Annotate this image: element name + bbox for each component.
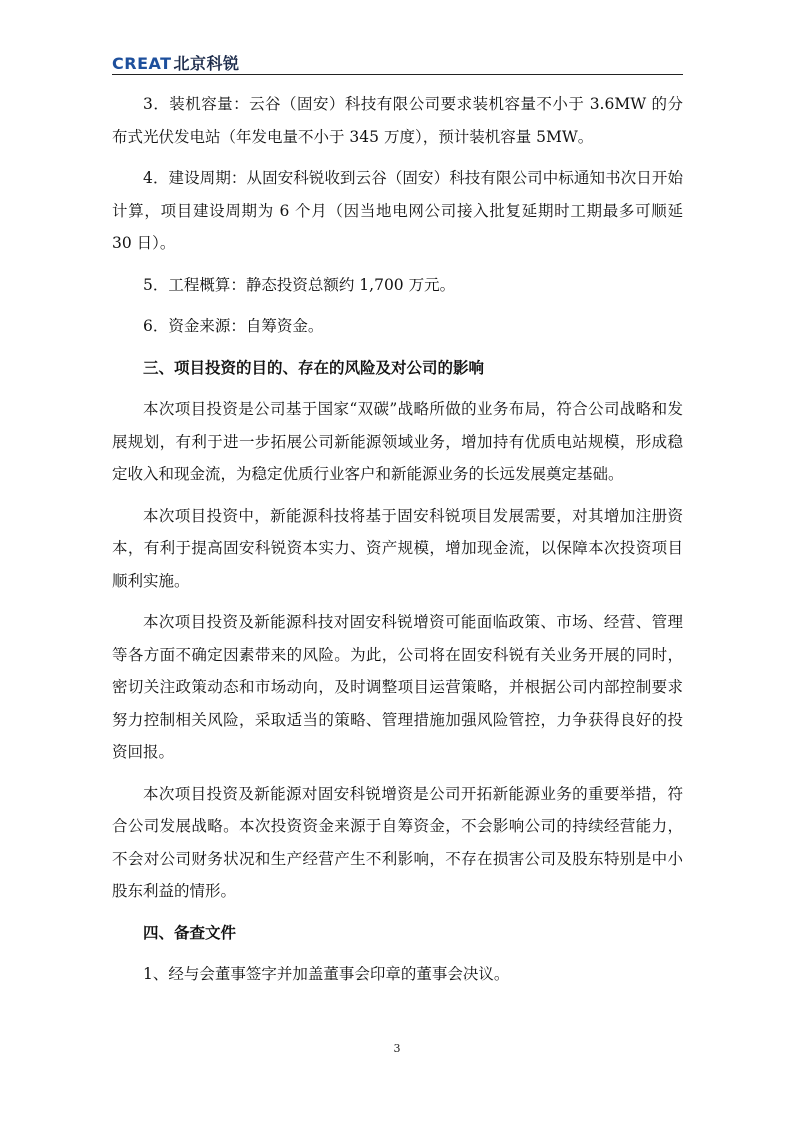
logo-en: CREAT (112, 54, 172, 73)
item-installed-capacity: 3．装机容量：云谷（固安）科技有限公司要求装机容量不小于 3.6MW 的分布式光伏发电站（年发电量不小于 345 万度），预计装机容量 5MW。 (112, 95, 683, 146)
page-number: 3 (393, 1042, 401, 1055)
header-divider (112, 74, 683, 75)
paragraph-impact: 本次项目投资及新能源对固安科锐增资是公司开拓新能源业务的重要举措，符合公司发展战略。本次投资资金来源于自筹资金，不会影响公司的持续经营能力，不会对公司财务状况和生产经营产生不利影响，不存在损害公司及股东特别是中小股东利益的情形。 (112, 784, 683, 900)
company-logo (112, 54, 240, 74)
item-budget: 5．工程概算：静态投资总额约 1,700 万元。 (143, 275, 456, 294)
item-construction-period: 4．建设周期：从固安科锐收到云谷（固安）科技有限公司中标通知书次日开始计算，项目建设周期为 6 个月（因当地电网公司接入批复延期时工期最多可顺延 30 日）。 (112, 169, 683, 252)
logo-cn: 北京科锐 (173, 54, 240, 73)
page-header (112, 54, 683, 74)
paragraph-capital-increase: 本次项目投资中，新能源科技将基于固安科锐项目发展需要，对其增加注册资本，有利于提高固安科锐资本实力、资产规模，增加现金流，以保障本次投资项目顺利实施。 (112, 506, 683, 590)
item-board-resolution: 1、经与会董事签字并加盖董事会印章的董事会决议。 (143, 965, 510, 983)
section-heading-4: 四、备查文件 (143, 923, 237, 942)
paragraph-risks: 本次项目投资及新能源科技对固安科锐增资可能面临政策、市场、经营、管理等各方面不确定因素带来的风险。为此，公司将在固安科锐有关业务开展的同时，密切关注政策动态和市场动向，及时调整项目运营策略，并根据公司内部控制要求努力控制相关风险，采取适当的策略、管理措施加强风险管控，力争获得良好的投资回报。 (112, 613, 683, 761)
document-body (112, 88, 683, 991)
item-funding-source: 6．资金来源：自筹资金。 (143, 317, 324, 335)
section-heading-3: 三、项目投资的目的、存在的风险及对公司的影响 (143, 358, 485, 377)
paragraph-purpose: 本次项目投资是公司基于国家“双碳”战略所做的业务布局，符合公司战略和发展规划，有利于进一步拓展公司新能源领域业务，增加持有优质电站规模，形成稳定收入和现金流，为稳定优质行业客户和新能源业务的长远发展奠定基础。 (112, 400, 683, 483)
